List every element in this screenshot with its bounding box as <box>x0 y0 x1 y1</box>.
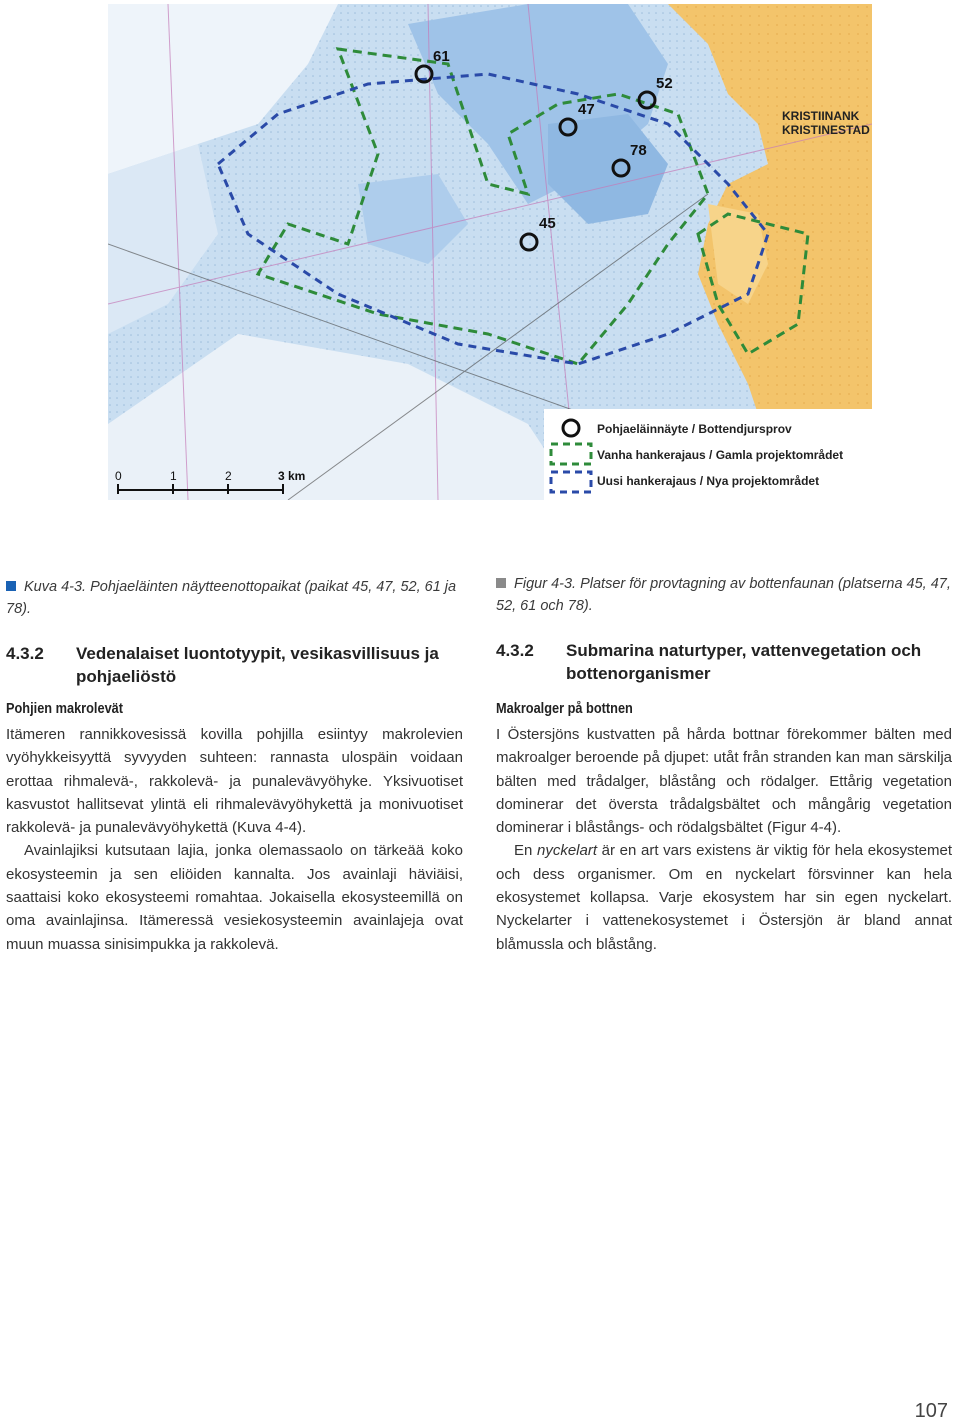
body-text-fi <box>6 723 463 956</box>
svg-text:Pohjaeläinnäyte / Bottendjursp: Pohjaeläinnäyte / Bottendjursprov <box>597 422 792 436</box>
caption-square-icon <box>496 578 506 588</box>
section-heading-fi <box>6 642 466 690</box>
svg-text:0: 0 <box>115 469 122 483</box>
svg-text:3 km: 3 km <box>278 469 306 483</box>
page-number: 107 <box>914 1400 948 1422</box>
place-name-fi: KRISTIINANK <box>782 109 860 123</box>
svg-text:78: 78 <box>630 142 647 159</box>
paragraph-sv-2: En nyckelart är en art vars existens är viktig för hela ekosystemet och dess organismer. Om en nyckelart försvinner kan hela ekosystemet kollapsa. Varje ekosystem har sin egen nyckelart. Nyckelarter i vattenekosystemet i Östersjön är bland annat blåmussla och blåstång. <box>496 842 952 953</box>
section-number-sv: 4.3.2 <box>496 641 534 660</box>
figure-caption-sv: Figur 4-3. Platser för provtagning av bottenfaunan (platserna 45, 47, 52, 61 och 78). <box>496 576 951 614</box>
subheading-sv: Makroalger på bottnen <box>496 701 633 717</box>
svg-text:2: 2 <box>225 469 232 483</box>
place-name-sv: KRISTINESTAD <box>782 123 870 137</box>
paragraph-fi-1: Itämeren rannikkovesissä kovilla pohjilla esiintyy makrolevien vyöhykkeisyyttä syvyyden suhteen: rannasta ulospäin voidaan erottaa rihmalevä-, rakkolevä- ja punalevävyöhyke. Yksivuotiset kasvustot hallitsevat ylintä eli rihmalevävyöhykettä ja monivuotiset rakkolevä- ja punalevävyöhykettä (Kuva 4-4). <box>6 726 463 837</box>
section-heading-sv <box>496 639 951 687</box>
section-title-fi: Vedenalaiset luontotyypit, vesikasvillisuus ja pohjaeliöstö <box>76 644 439 686</box>
section-number-fi: 4.3.2 <box>6 644 44 663</box>
body-text-sv <box>496 723 952 956</box>
paragraph-fi-2: Avainlajiksi kutsutaan lajia, jonka olemassaolo on tärkeää koko ekosysteemin ja sen eliöiden kannalta. Jos avainlaji häviäisi, saattaisi koko ekosysteemi romahtaa. Jokaisella ekosysteemillä on oma avainlajinsa. Itämeressä vesiekosysteemin avainlajeja ovat muun muassa sinisimpukka ja rakkolevä. <box>6 842 463 953</box>
svg-text:Uusi hankerajaus / Nya projekt: Uusi hankerajaus / Nya projektområdet <box>597 474 820 488</box>
paragraph-sv-1: I Östersjöns kustvatten på hårda bottnar förekommer bälten med makroalger beroende på djupet: utåt från stranden kan man särskilja bälten med trådalger, blåstång och rödalger. Ettårig vegetation dominerar det översta trådalgsbältet och mångårig vegetation dominerar i blåstångs- och rödalgsbältet (Figur 4-4). <box>496 726 952 837</box>
map-legend <box>544 409 872 500</box>
svg-text:Vanha hankerajaus / Gamla proj: Vanha hankerajaus / Gamla projektområdet <box>597 448 844 462</box>
subheading-fi: Pohjien makrolevät <box>6 701 124 717</box>
svg-text:45: 45 <box>539 215 556 232</box>
svg-text:61: 61 <box>433 48 450 65</box>
section-title-sv: Submarina naturtyper, vattenvegetation och bottenorganismer <box>566 641 922 683</box>
svg-text:47: 47 <box>578 101 595 118</box>
caption-square-icon <box>6 581 16 591</box>
svg-text:52: 52 <box>656 75 673 92</box>
map-figure <box>108 4 872 500</box>
svg-text:1: 1 <box>170 469 177 483</box>
keyword-nyckelart: nyckelart <box>537 842 598 860</box>
figure-caption-fi: Kuva 4-3. Pohjaeläinten näytteenottopaikat (paikat 45, 47, 52, 61 ja 78). <box>6 579 457 617</box>
